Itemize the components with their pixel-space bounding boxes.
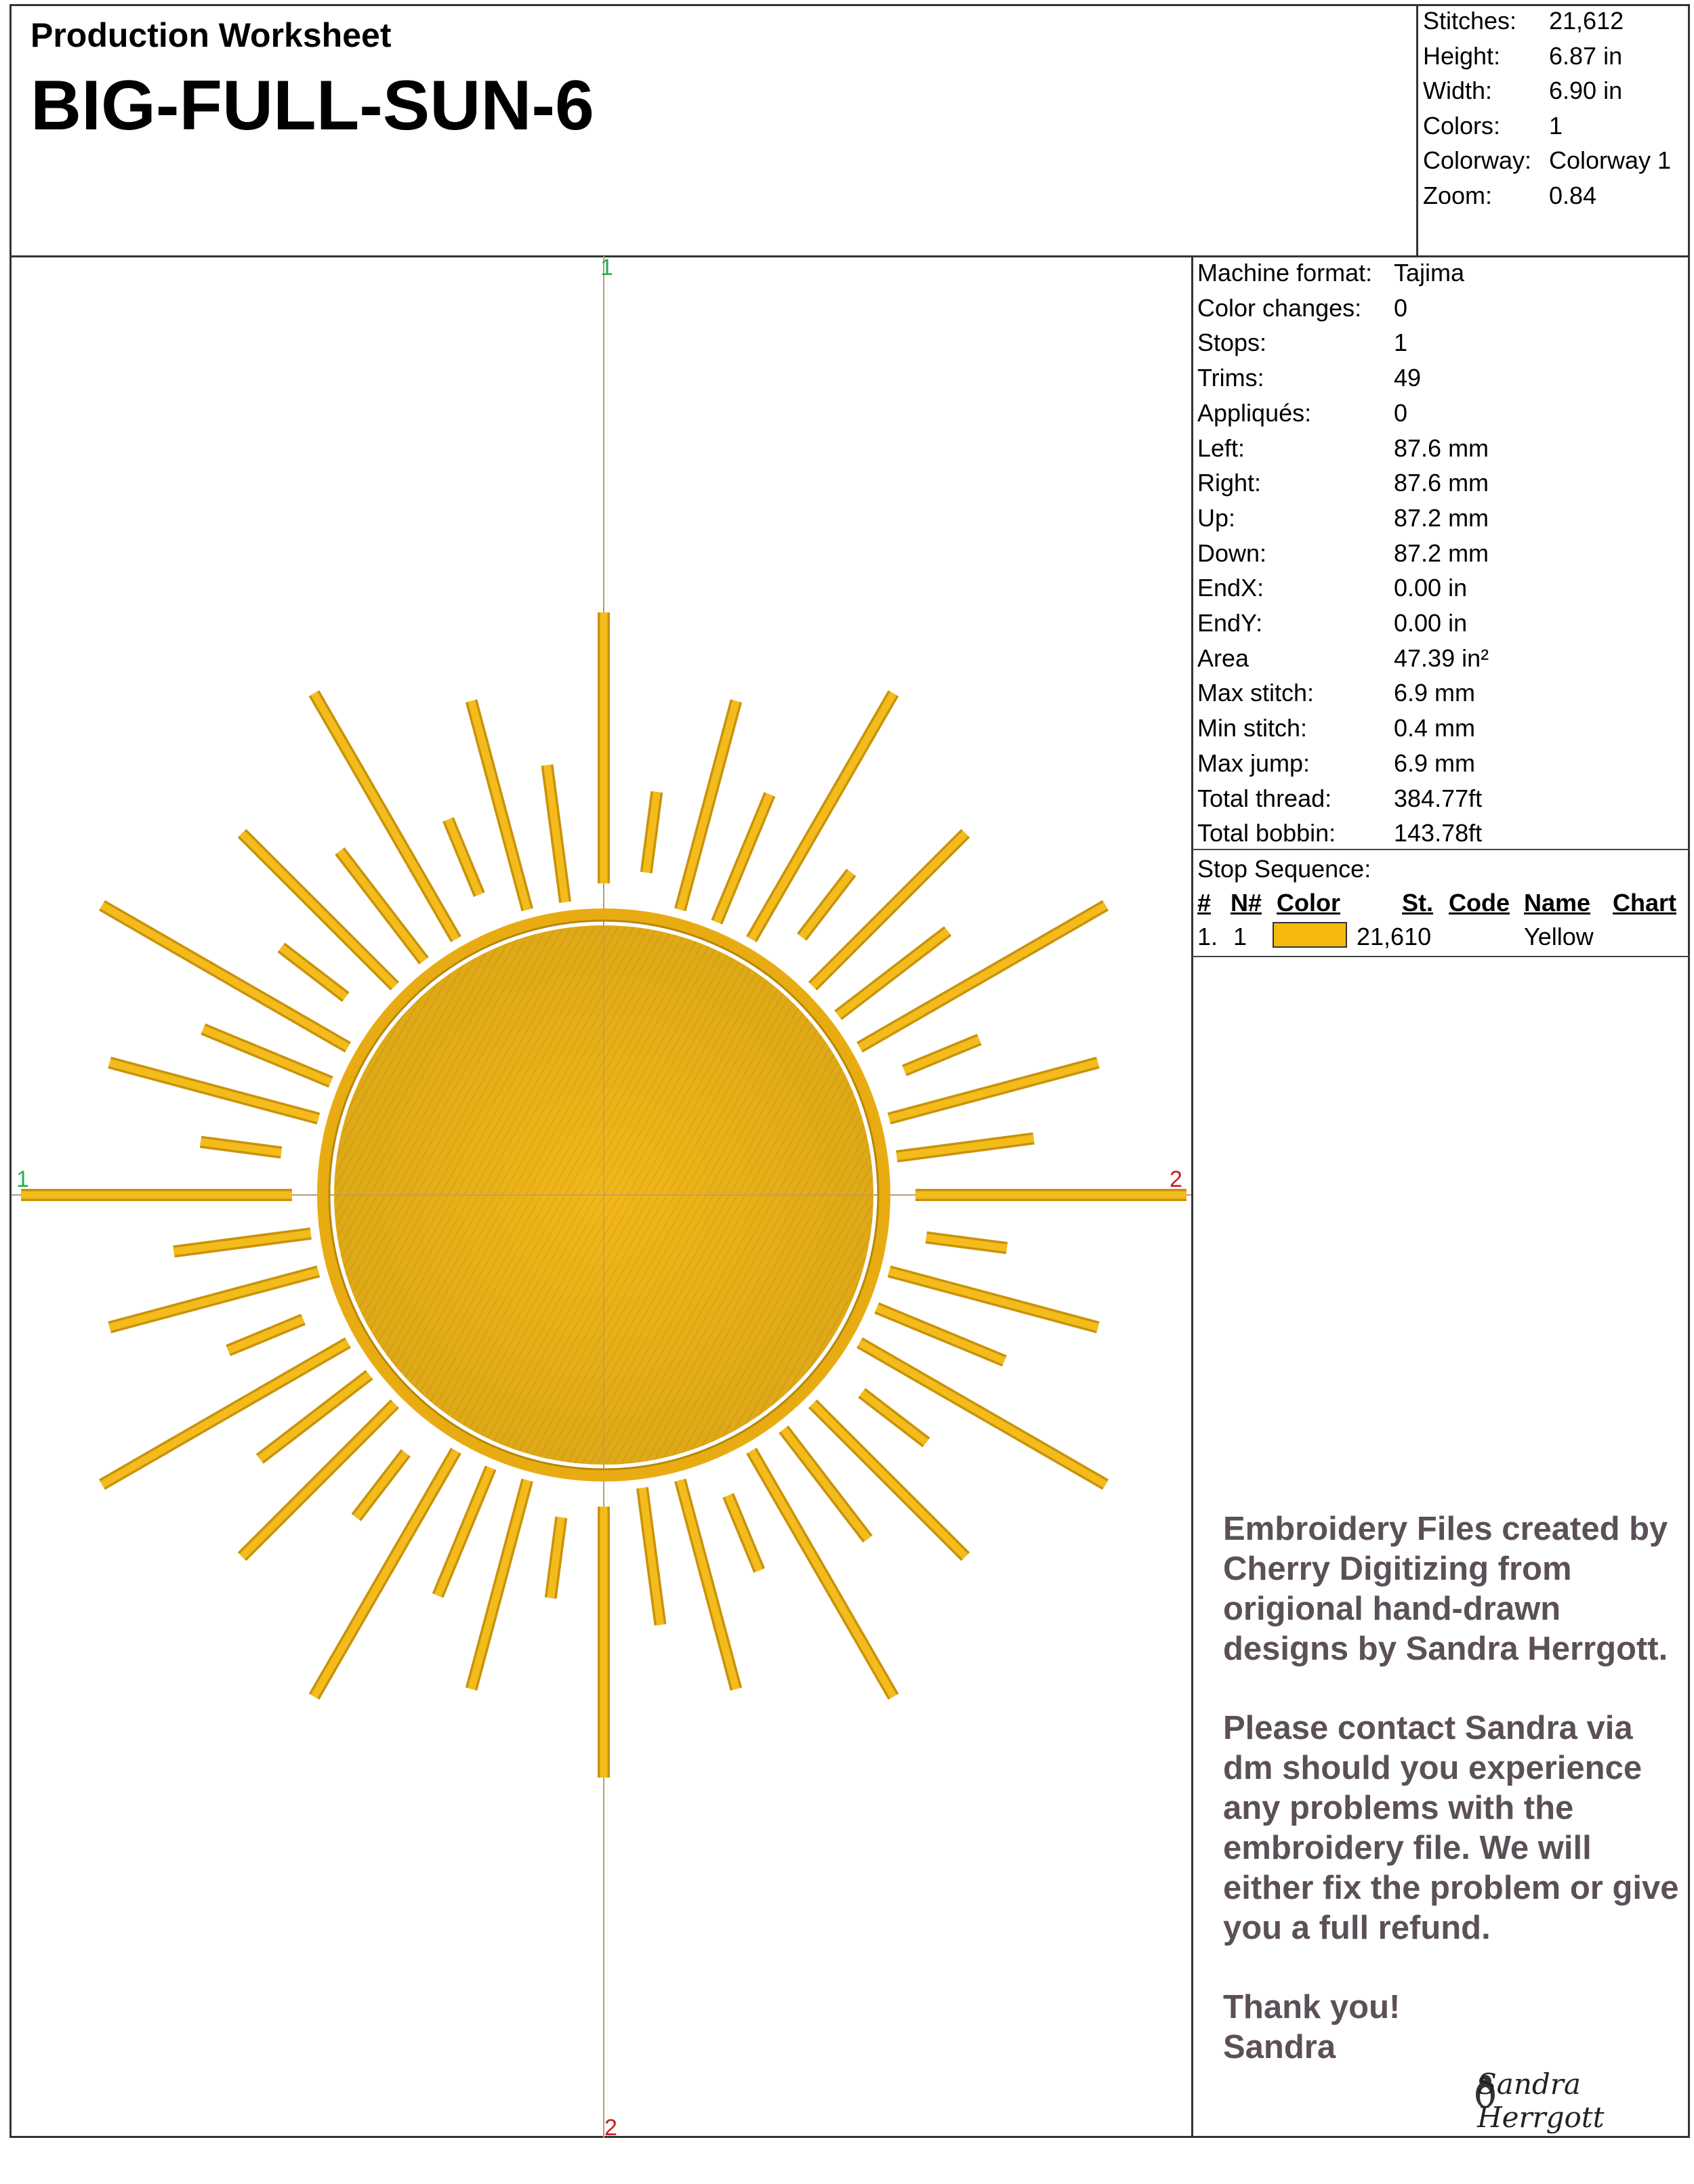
detail-value: 6.9 mm <box>1394 749 1476 777</box>
detail-label: Down: <box>1197 539 1267 567</box>
sun-ray <box>472 701 528 910</box>
axis-label-bottom: 2 <box>604 2115 617 2141</box>
worksheet-title: Production Worksheet <box>30 16 392 54</box>
col-header-num: # <box>1197 889 1212 917</box>
sun-ray <box>680 701 737 910</box>
summary-label: Zoom: <box>1423 181 1493 209</box>
summary-label: Stitches: <box>1423 7 1517 35</box>
detail-value: Tajima <box>1394 259 1465 287</box>
stop-sequence-title: Stop Sequence: <box>1197 855 1371 883</box>
detail-label: Stops: <box>1197 329 1267 357</box>
detail-value: 0 <box>1394 293 1408 322</box>
sun-ray <box>356 1453 406 1517</box>
note-paragraph: Embroidery Files created by Cherry Digitizing from origional hand-drawn designs by Sandra Herrgott. <box>1223 1511 1668 1667</box>
sun-ray <box>110 1272 318 1328</box>
detail-value: 143.78ft <box>1394 819 1483 847</box>
detail-value: 1 <box>1394 329 1408 357</box>
summary-value: 0.84 <box>1549 181 1597 209</box>
sun-ray <box>646 792 657 873</box>
col-header-st: St. <box>1402 889 1434 917</box>
divider <box>1191 956 1690 957</box>
detail-label: Min stitch: <box>1197 714 1308 742</box>
detail-label: Right: <box>1197 469 1262 497</box>
row-stitches: 21,610 <box>1357 923 1432 950</box>
detail-label: Total thread: <box>1197 784 1332 812</box>
detail-value: 0 <box>1394 398 1408 427</box>
summary-value: 6.90 in <box>1549 77 1623 104</box>
summary-value: 1 <box>1549 111 1563 140</box>
row-n: 1 <box>1233 923 1247 950</box>
sun-ray <box>896 1139 1033 1157</box>
sun-ray <box>889 1272 1098 1328</box>
sun-ray <box>905 1039 980 1070</box>
axis-label-left: 1 <box>16 1167 29 1192</box>
sun-ray <box>862 1393 926 1442</box>
sun-ray <box>110 1063 318 1119</box>
detail-label: Max jump: <box>1197 749 1310 777</box>
sun-ray <box>438 1468 491 1596</box>
sun-ray <box>228 1320 304 1351</box>
detail-label: Color changes: <box>1197 293 1362 322</box>
detail-label: EndY: <box>1197 609 1263 637</box>
sun-ray <box>551 1517 562 1598</box>
detail-value: 6.9 mm <box>1394 679 1476 707</box>
detail-value: 0.00 in <box>1394 574 1468 602</box>
sun-ray <box>642 1488 661 1624</box>
detail-label: Total bobbin: <box>1197 819 1336 847</box>
detail-value: 87.2 mm <box>1394 539 1489 567</box>
detail-value: 49 <box>1394 364 1422 392</box>
detail-label: Trims: <box>1197 364 1264 392</box>
detail-value: 87.2 mm <box>1394 503 1489 532</box>
axis-label-right: 2 <box>1170 1167 1182 1192</box>
creator-note <box>1223 1509 1684 2067</box>
sun-ray <box>877 1308 1005 1361</box>
divider <box>1191 849 1690 850</box>
sun-ray <box>548 765 566 902</box>
summary-label: Colorway: <box>1423 146 1532 174</box>
detail-label: Machine format: <box>1197 259 1373 287</box>
detail-value: 47.39 in² <box>1394 644 1489 672</box>
col-header-code: Code <box>1449 889 1510 917</box>
sun-ray <box>889 1063 1098 1119</box>
detail-label: Max stitch: <box>1197 679 1315 707</box>
row-num: 1. <box>1197 923 1218 950</box>
detail-value: 0.4 mm <box>1394 714 1476 742</box>
sun-ray <box>926 1238 1007 1248</box>
sun-ray <box>802 873 851 937</box>
embroidery-preview <box>12 256 1191 2138</box>
sun-ray <box>728 1496 760 1571</box>
detail-value: 87.6 mm <box>1394 469 1489 497</box>
detail-label: Appliqués: <box>1197 398 1312 427</box>
sun-ray <box>812 833 966 986</box>
detail-label: Left: <box>1197 434 1245 462</box>
sun-ray <box>717 795 770 923</box>
sun-ray <box>174 1234 311 1252</box>
sun-ray <box>201 1142 281 1153</box>
col-header-n: N# <box>1231 889 1262 917</box>
sun-ray <box>812 1404 966 1557</box>
detail-label: Area <box>1197 644 1249 672</box>
sun-ray <box>472 1480 528 1689</box>
sun-ray <box>448 820 479 895</box>
row-color-name: Yellow <box>1524 923 1594 950</box>
design-name: BIG-FULL-SUN-6 <box>30 66 594 145</box>
color-swatch <box>1273 922 1347 948</box>
detail-value: 87.6 mm <box>1394 434 1489 462</box>
note-thanks: Thank you! <box>1223 1989 1401 2025</box>
col-header-chart: Chart <box>1613 889 1677 917</box>
detail-label: Up: <box>1197 503 1236 532</box>
col-header-name: Name <box>1524 889 1591 917</box>
axis-label-top: 1 <box>600 255 613 280</box>
sun-ray <box>242 833 395 986</box>
sun-ray <box>281 948 346 997</box>
summary-label: Colors: <box>1423 111 1501 140</box>
summary-value: Colorway 1 <box>1549 146 1672 174</box>
detail-value: 0.00 in <box>1394 609 1468 637</box>
summary-value: 6.87 in <box>1549 41 1623 70</box>
detail-label: EndX: <box>1197 574 1264 602</box>
detail-value: 384.77ft <box>1394 784 1483 812</box>
summary-label: Width: <box>1423 77 1493 104</box>
note-signoff: Sandra <box>1223 2029 1336 2065</box>
sun-ray <box>203 1029 331 1082</box>
sun-ray <box>242 1404 395 1557</box>
note-paragraph: Please contact Sandra via dm should you experience any problems with the embroidery file. We will either fix the problem or give you a full refund. <box>1223 1710 1679 1946</box>
summary-value: 21,612 <box>1549 7 1624 35</box>
summary-label: Height: <box>1423 41 1501 70</box>
sun-ray <box>680 1480 737 1689</box>
signature: Sandra Herrgott <box>1477 2067 1605 2134</box>
col-header-color: Color <box>1277 889 1340 917</box>
